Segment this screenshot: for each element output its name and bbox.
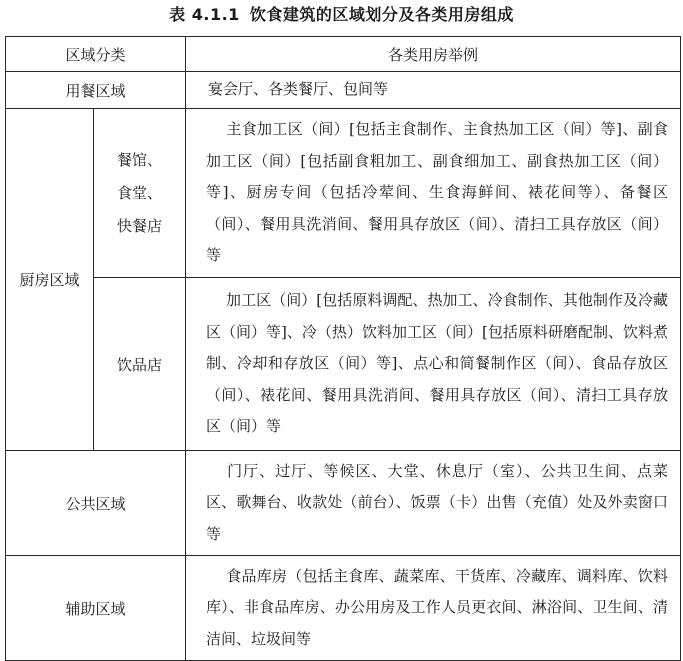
zone-kitchen: 厨房区域 <box>6 109 94 451</box>
examples-public-text: 门厅、过厅、等候区、大堂、休息厅（室）、公共卫生间、点菜区、歌舞台、收款处（前台）、饭票（卡）出售（充值）处及外卖窗口等 <box>206 461 669 543</box>
subzone-restaurant-label: 餐馆、食堂、快餐店 <box>116 150 162 235</box>
header-zone: 区域分类 <box>6 37 186 72</box>
examples-public <box>186 451 681 556</box>
examples-auxiliary-text: 食品库房（包括主食库、蔬菜库、干货库、冷藏库、调料库、饮料库）、非食品库房、办公用房及工作人员更衣间、淋浴间、卫生间、清洁间、垃圾间等 <box>206 566 669 648</box>
examples-drink-shop <box>186 278 681 451</box>
examples-auxiliary <box>186 556 681 661</box>
subzone-drink-shop: 饮品店 <box>94 278 186 451</box>
table-row <box>6 556 681 661</box>
header-row <box>6 37 681 72</box>
table-caption <box>0 4 683 26</box>
zone-dining: 用餐区域 <box>6 72 186 109</box>
table-row <box>6 451 681 556</box>
examples-restaurant-text: 主食加工区（间）[包括主食制作、主食热加工区（间）等]、副食加工区（间）[包括副食粗加工、副食细加工、副食热加工区（间）等]、厨房专间（包括冷荤间、生食海鲜间、裱花间等）、备餐区（间）、餐用具洗消间、餐用具存放区（间）、清扫工具存放区（间）等 <box>206 120 669 265</box>
examples-restaurant <box>186 109 681 278</box>
examples-drink-shop-text: 加工区（间）[包括原料调配、热加工、冷食制作、其他制作及冷藏区（间）等]、冷（热）饮料加工区（间）[包括原料研磨配制、饮料煮制、冷却和存放区（间）等]、点心和简餐制作区（间）、食品存放区（间）、裱花间、餐用具洗消间、餐用具存放区（间）、清扫工具存放区（间）等 <box>206 291 669 436</box>
table-number: 表 4.1.1 <box>169 5 240 24</box>
subzone-restaurant <box>94 109 186 278</box>
zone-auxiliary: 辅助区域 <box>6 556 186 661</box>
table-title: 饮食建筑的区域划分及各类用房组成 <box>249 5 514 24</box>
table-row <box>6 72 681 109</box>
table-row <box>6 109 681 278</box>
room-composition-table <box>5 36 681 661</box>
examples-dining: 宴会厅、各类餐厅、包间等 <box>186 72 681 109</box>
table-row <box>6 278 681 451</box>
zone-public: 公共区域 <box>6 451 186 556</box>
header-examples: 各类用房举例 <box>186 37 681 72</box>
